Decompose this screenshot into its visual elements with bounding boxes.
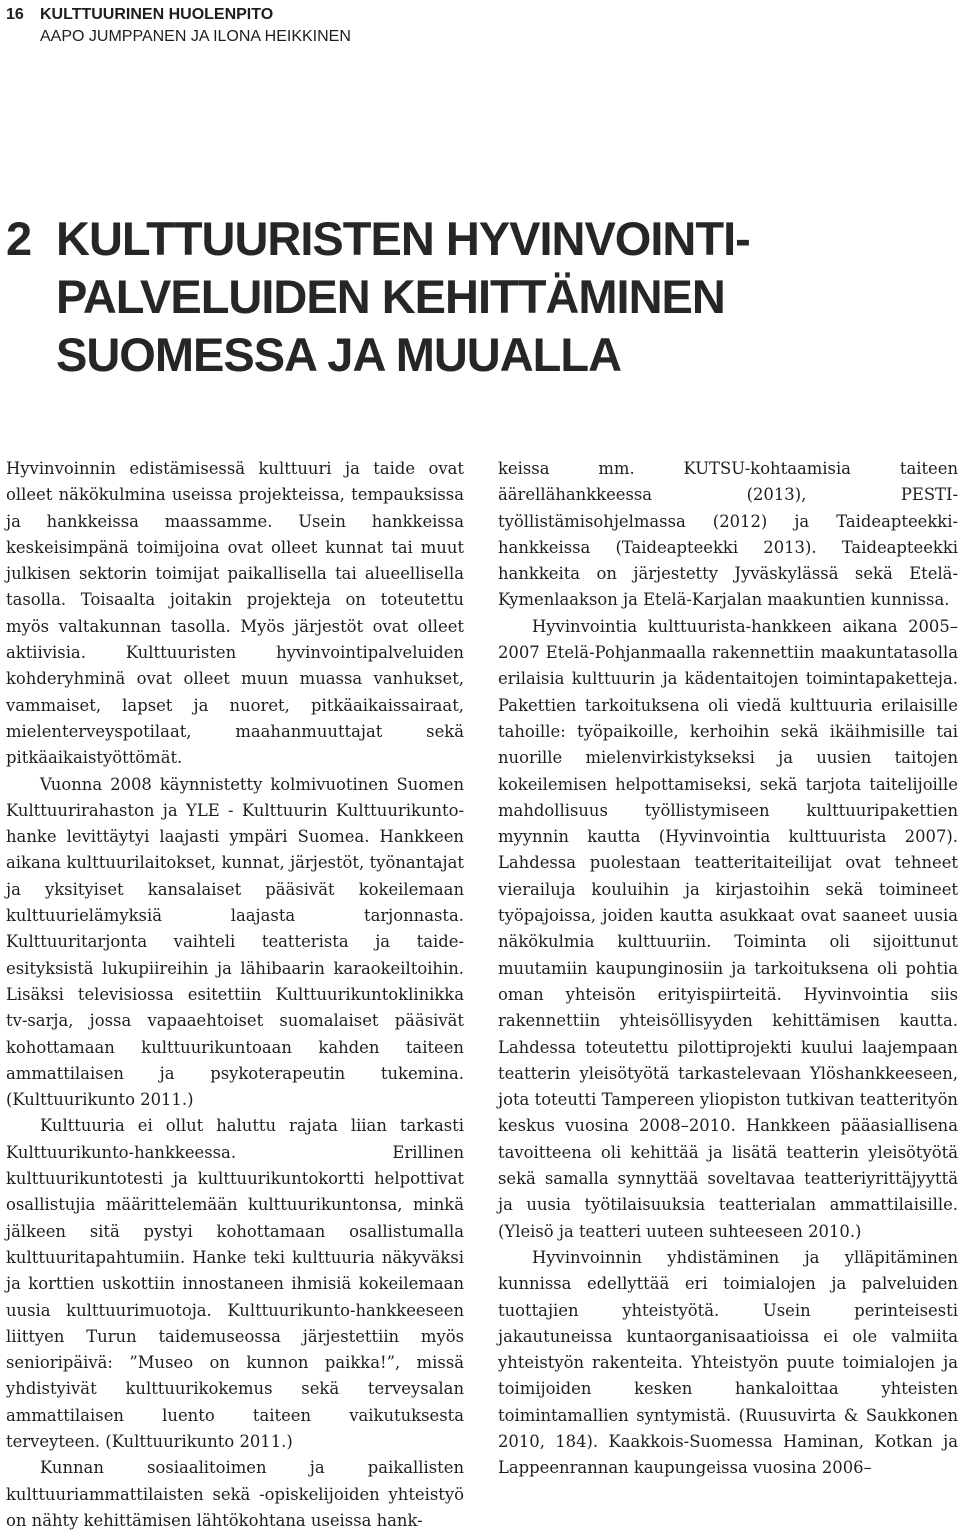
page-number: 16 xyxy=(6,6,24,23)
paragraph: Hyvinvoinnin yhdistäminen ja ylläpitäminen kunnissa edellyttää eri toimialojen ja palveluiden tuottajien yhteistyötä. Usein perinteisesti jakautuneissa kuntaorganisaatioissa ei ole valmiita yhteistyön rakenteita. Yhteistyön puute toimialojen ja toimijoiden kesken hankaloittaa yhteisten toimintamallien syntymistä. (Ruusuvirta & Saukkonen 2010, 184). Kaakkois-Suomessa Haminan, Kotkan ja Lappeenrannan kaupungeissa vuosina 2006– xyxy=(498,1247,958,1478)
paragraph: Kulttuuria ei ollut haluttu rajata liian tarkasti Kulttuurikunto-hankkeessa. Erillinen kulttuurikuntotesti ja kulttuurikuntokortti helpottivat osallistujia määrittelemään kulttuurikuntonsa, minkä jälkeen sitä pystyi kohottamaan osallistumalla kulttuuritapahtumiin. Hanke teki kulttuuria näkyväksi ja korttien uskottiin innostaneen ihmisiä kokeilemaan uusia kulttuurimuotoja. Kulttuurikunto-hankkeeseen liittyen Turun taidemuseossa järjestettiin myös senioripäivä: ”Museo on kunnon paikka!”, missä yhdistyivät kulttuurikokemus sekä terveysalan ammattilaisen luento taiteen vaikutuksesta terveyteen. (Kulttuurikunto 2011.) xyxy=(6,1116,464,1451)
right-column xyxy=(498,456,958,1482)
paragraph: Kunnan sosiaalitoimen ja paikallisten kulttuuriammattilaisten sekä -opiskelijoiden yhteistyö on nähty kehittämisen lähtökohtana useissa hank- xyxy=(6,1458,464,1530)
paragraph: Vuonna 2008 käynnistetty kolmivuotinen Suomen Kulttuurirahaston ja YLE - Kulttuurin Kulttuurikunto-hanke levittäytyi laajasti ympäri Suomea. Hankkeen aikana kulttuurilaitokset, kunnat, järjestöt, työnantajat ja yksityiset kansalaiset pääsivät kokeilemaan kulttuurielämyksiä laajasta tarjonnasta. Kulttuuritarjonta vaihteli teatterista ja taide-esityksistä lukupiireihin ja lähibaarin karaokeiltoihin. Lisäksi televisiossa esitettiin Kulttuurikuntoklinikka tv-sarja, jossa vapaaehtoiset suomalaiset pääsivät kohottamaan kulttuurikuntoaan kahden taiteen ammattilaisen ja psykoterapeutin tukemina. (Kulttuurikunto 2011.) xyxy=(6,774,464,1110)
left-column xyxy=(6,456,464,1534)
paragraph: Hyvinvoinnin edistämisessä kulttuuri ja taide ovat olleet näkökulmina useissa projekteissa, tempauksissa ja hankkeissa maassamme. Usein hankkeissa keskeisimpänä toimijoina ovat olleet kunnat tai muut julkisen sektorin toimijat paikallisella tai alueellisella tasolla. Toisaalta joitakin projekteja on toteutettu myös valtakunnan tasolla. Myös järjestöt ovat olleet aktiivisia. Kulttuuristen hyvinvointipalveluiden kohderyhminä ovat olleet muun muassa vanhukset, vammaiset, lapset ja nuoret, pitkäaikaissairaat, mielenterveyspotilaat, maahanmuuttajat sekä pitkäaikaistyöttömät. xyxy=(6,459,464,768)
chapter-title xyxy=(56,210,906,384)
chapter-number: 2 xyxy=(6,212,32,265)
authors: AAPO JUMPPANEN JA ILONA HEIKKINEN xyxy=(40,28,351,45)
chapter-title-line: KULTTUURISTEN HYVINVOINTI- xyxy=(56,212,750,265)
paragraph: keissa mm. KUTSU-kohtaamisia taiteen äärellähankkeessa (2013), PESTI-työllistämisohjelmassa (2012) ja Taideapteekki- hankkeissa (Taideapteekki 2013). Taideapteekki hankkeita on järjestetty Jyväskylässä sekä Etelä-Kymenlaakson ja Etelä-Karjalan maakuntien kunnissa. xyxy=(498,459,958,610)
chapter-heading xyxy=(6,210,906,384)
chapter-title-line: SUOMESSA JA MUUALLA xyxy=(56,328,622,381)
section-title: KULTTUURINEN HUOLENPITO xyxy=(40,6,274,23)
paragraph: Hyvinvointia kulttuurista-hankkeen aikana 2005–2007 Etelä-Pohjanmaalla rakennettiin maakuntatasolla erilaisia kulttuurin ja kädentaitojen toimintapaketteja. Pakettien tarkoituksena oli viedä kulttuuria erilaisille tahoille: työpaikoille, kerhoihin sekä ikäihmisille tai nuorille mielenvirkistykseksi ja uusien taitojen kokeilemisen helpottamiseksi, sekä tarjota taitelijoille mahdollisuus työllistymiseen kulttuuripakettien myynnin kautta (Hyvinvointia kulttuurista 2007). Lahdessa puolestaan teatteritaiteilijat ovat tehneet vierailuja kouluihin ja kirjastoihin sekä toimineet työpajoissa, joiden kautta asukkaat ovat saaneet uusia näkökulmia kulttuuriin. Toiminta oli sijoittunut muutamiin kaupunginosiin ja tarkoituksena oli pohtia oman yhteisön erityispiirteitä. Hyvinvointia siis rakennettiin yhteisöllisyyden kehittämisen kautta. Lahdessa toteutettu pilottiprojekti kuului laajempaan teatterin yleisötyötä tarkastelevaan Ylöshankkeeseen, jota toteutti Tampereen yliopiston tutkivan teatterityön keskus vuosina 2008–2010. Hankkeen pääasiallisena tavoitteena oli kehittää ja lisätä teatterin yleisötyötä sekä samalla synnyttää soveltavaa teatteriyrittäjyyttä ja uusia työtilaisuuksia teatterialan ammattilaisille. (Yleisö ja teatteri uuteen suhteeseen 2010.) xyxy=(498,616,958,1241)
chapter-title-line: PALVELUIDEN KEHITTÄMINEN xyxy=(56,270,725,323)
running-header xyxy=(6,4,351,48)
